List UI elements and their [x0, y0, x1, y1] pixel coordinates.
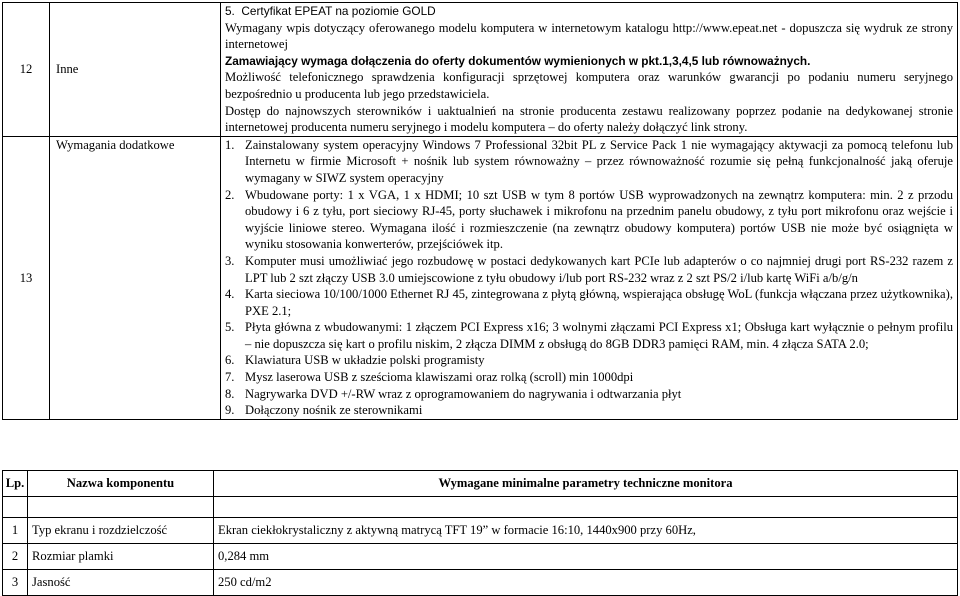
cell-lp: 2 — [3, 544, 28, 570]
spec-row-13 — [3, 136, 958, 419]
table-header-row — [3, 471, 958, 497]
list-item: 5. Płyta główna z wbudowanymi: 1 złączem PCI Express x16; 3 wolnymi złączami PCI Express x1; Obsługa kart wyłącznie o pełnym profilu – nie dopuszcza się kart o profilu niskim, 2 złącza DIMM z obsługą do 8GB DDR3 pamięci RAM, min. 4 złącza SATA 2.0; — [225, 320, 953, 351]
list-item: 4. Karta sieciowa 10/100/1000 Ethernet RJ 45, zintegrowana z płytą główną, wspierająca obsługę WoL (funkcja włączana przez użytkownika), PXE 2.1; — [225, 287, 953, 318]
header-component: Nazwa komponentu — [28, 471, 214, 497]
cell-component: Jasność — [28, 570, 214, 596]
cell-parameters: 0,284 mm — [214, 544, 958, 570]
table-row — [3, 544, 958, 570]
list-item: Możliwość telefonicznego sprawdzenia konfiguracji sprzętowej komputera oraz warunków gwarancji po podaniu numeru seryjnego bezpośrednio u producenta lub jego przedstawiciela. — [225, 70, 953, 101]
row-number: 12 — [3, 3, 50, 137]
list-item: Wymagany wpis dotyczący oferowanego modelu komputera w internetowym katalogu http://www.epeat.net - dopuszcza się wydruk ze strony internetowej — [225, 20, 953, 52]
cell-component: Typ ekranu i rozdzielczość — [28, 518, 214, 544]
cell-lp: 1 — [3, 518, 28, 544]
header-parameters: Wymagane minimalne parametry techniczne monitora — [214, 471, 958, 497]
table-spacer-row — [3, 497, 958, 518]
list-item: 8. Nagrywarka DVD +/-RW wraz z oprogramowaniem do nagrywania i odtwarzania płyt — [225, 386, 682, 401]
list-item: 3. Komputer musi umożliwiać jego rozbudowę w postaci dedykowanych kart PCIe lub adapterów o co najmniej drugi port RS-232 razem z LPT lub 2 szt złączy USB 3.0 umiejscowione z tyłu obudowy i/lub port RS-232 wraz z 2 szt PS/2 i/lub kartę WiFi a/b/g/n — [225, 253, 953, 285]
specification-table — [2, 2, 958, 420]
row-name: Inne — [50, 3, 221, 137]
header-lp: Lp. — [3, 471, 28, 497]
list-item: 2. Wbudowane porty: 1 x VGA, 1 x HDMI; 10 szt USB w tym 8 portów USB wyprowadzonych na zewnątrz komputera: min. 2 z przodu obudowy i 6 z tyłu, port sieciowy RJ-45, porty słuchawek i mikrofonu na przednim panelu obudowy, z tyłu port mikrofonu oraz wejście i wyjście liniowe stereo. Wymagana ilość i rozmieszczenie (na zewnątrz obudowy komputera) portów USB nie może być osiągnięta w wyniku stosowania konwerterów, przejściówek itp. — [225, 187, 953, 252]
row-description — [221, 136, 958, 419]
cell-lp: 3 — [3, 570, 28, 596]
row-description — [221, 3, 958, 137]
spec-row-12 — [3, 3, 958, 137]
list-item: 1. Zainstalowany system operacyjny Windows 7 Professional 32bit PL z Service Pack 1 nie wymagający aktywacji za pomocą telefonu lub Internetu w firmie Microsoft + nośnik lub system równoważny – przez równoważność rozumie się pełną funkcjonalność jaką oferuje wymagany w SIWZ system operacyjny — [225, 137, 953, 185]
table-row — [3, 570, 958, 596]
monitor-parameters-table — [2, 470, 958, 596]
cell-parameters: 250 cd/m2 — [214, 570, 958, 596]
cell-parameters: Ekran ciekłokrystaliczny z aktywną matrycą TFT 19” w formacie 16:10, 1440x900 przy 60Hz, — [214, 518, 958, 544]
list-item: 7. Mysz laserowa USB z sześcioma klawiszami oraz rolką (scroll) min 1000dpi — [225, 370, 634, 385]
row-number: 13 — [3, 136, 50, 419]
list-item: Dostęp do najnowszych sterowników i uaktualnień na stronie producenta zestawu realizowany poprzez podanie na dedykowanej stronie internetowej producenta numeru seryjnego i modelu komputera – do oferty należy dołączyć link strony. — [225, 103, 953, 135]
list-item: Zamawiający wymaga dołączenia do oferty dokumentów wymienionych w pkt.1,3,4,5 lub równoważnych. — [225, 53, 811, 68]
table-row — [3, 518, 958, 544]
row-name: Wymagania dodatkowe — [50, 136, 221, 419]
list-item: 5. Certyfikat EPEAT na poziomie GOLD — [225, 4, 436, 18]
list-item: 9. Dołączony nośnik ze sterownikami — [225, 403, 423, 418]
cell-component: Rozmiar plamki — [28, 544, 214, 570]
list-item: 6. Klawiatura USB w układzie polski programisty — [225, 353, 485, 368]
